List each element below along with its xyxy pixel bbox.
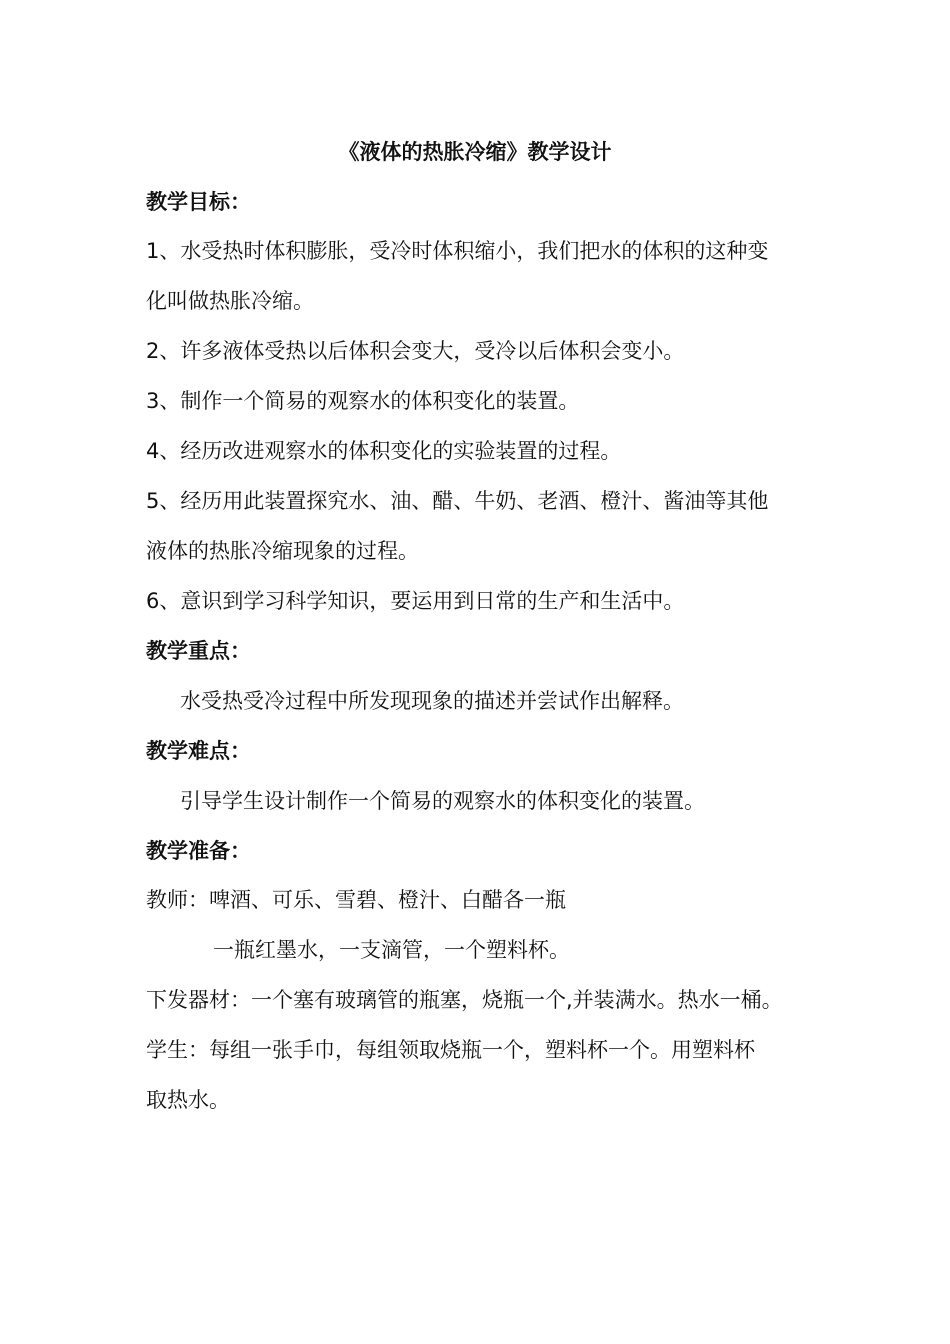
materials-line: 下发器材：一个塞有玻璃管的瓶塞，烧瓶一个,并装满水。热水一桶。 — [146, 988, 783, 1012]
objective-5-line-1: 5、经历用此装置探究水、油、醋、牛奶、老酒、橙汁、酱油等其他 — [146, 489, 769, 513]
keypoint-heading: 教学重点： — [146, 639, 251, 663]
students-line-1: 学生：每组一张手巾，每组领取烧瓶一个，塑料杯一个。用塑料杯 — [146, 1038, 755, 1062]
teacher-line-2: 一瓶红墨水，一支滴管，一个塑料杯。 — [213, 938, 570, 962]
keypoint-text: 水受热受冷过程中所发现现象的描述并尝试作出解释。 — [180, 689, 684, 713]
difficulty-text: 引导学生设计制作一个简易的观察水的体积变化的装置。 — [180, 789, 705, 813]
objective-1-line-1: 1、水受热时体积膨胀，受冷时体积缩小，我们把水的体积的这种变 — [146, 239, 769, 263]
difficulty-heading: 教学难点： — [146, 739, 251, 763]
students-line-2: 取热水。 — [146, 1088, 230, 1112]
objectives-heading: 教学目标： — [146, 190, 251, 214]
objective-3: 3、制作一个简易的观察水的体积变化的装置。 — [146, 389, 580, 413]
document-title: 《液体的热胀冷缩》教学设计 — [338, 140, 612, 164]
objective-2: 2、许多液体受热以后体积会变大，受冷以后体积会变小。 — [146, 339, 685, 363]
objective-5-line-2: 液体的热胀冷缩现象的过程。 — [146, 539, 419, 563]
teacher-line-1: 教师：啤酒、可乐、雪碧、橙汁、白醋各一瓶 — [146, 888, 566, 912]
objective-4: 4、经历改进观察水的体积变化的实验装置的过程。 — [146, 439, 622, 463]
preparation-heading: 教学准备： — [146, 839, 251, 863]
objective-1-line-2: 化叫做热胀冷缩。 — [146, 289, 314, 313]
objective-6: 6、意识到学习科学知识，要运用到日常的生产和生活中。 — [146, 589, 685, 613]
